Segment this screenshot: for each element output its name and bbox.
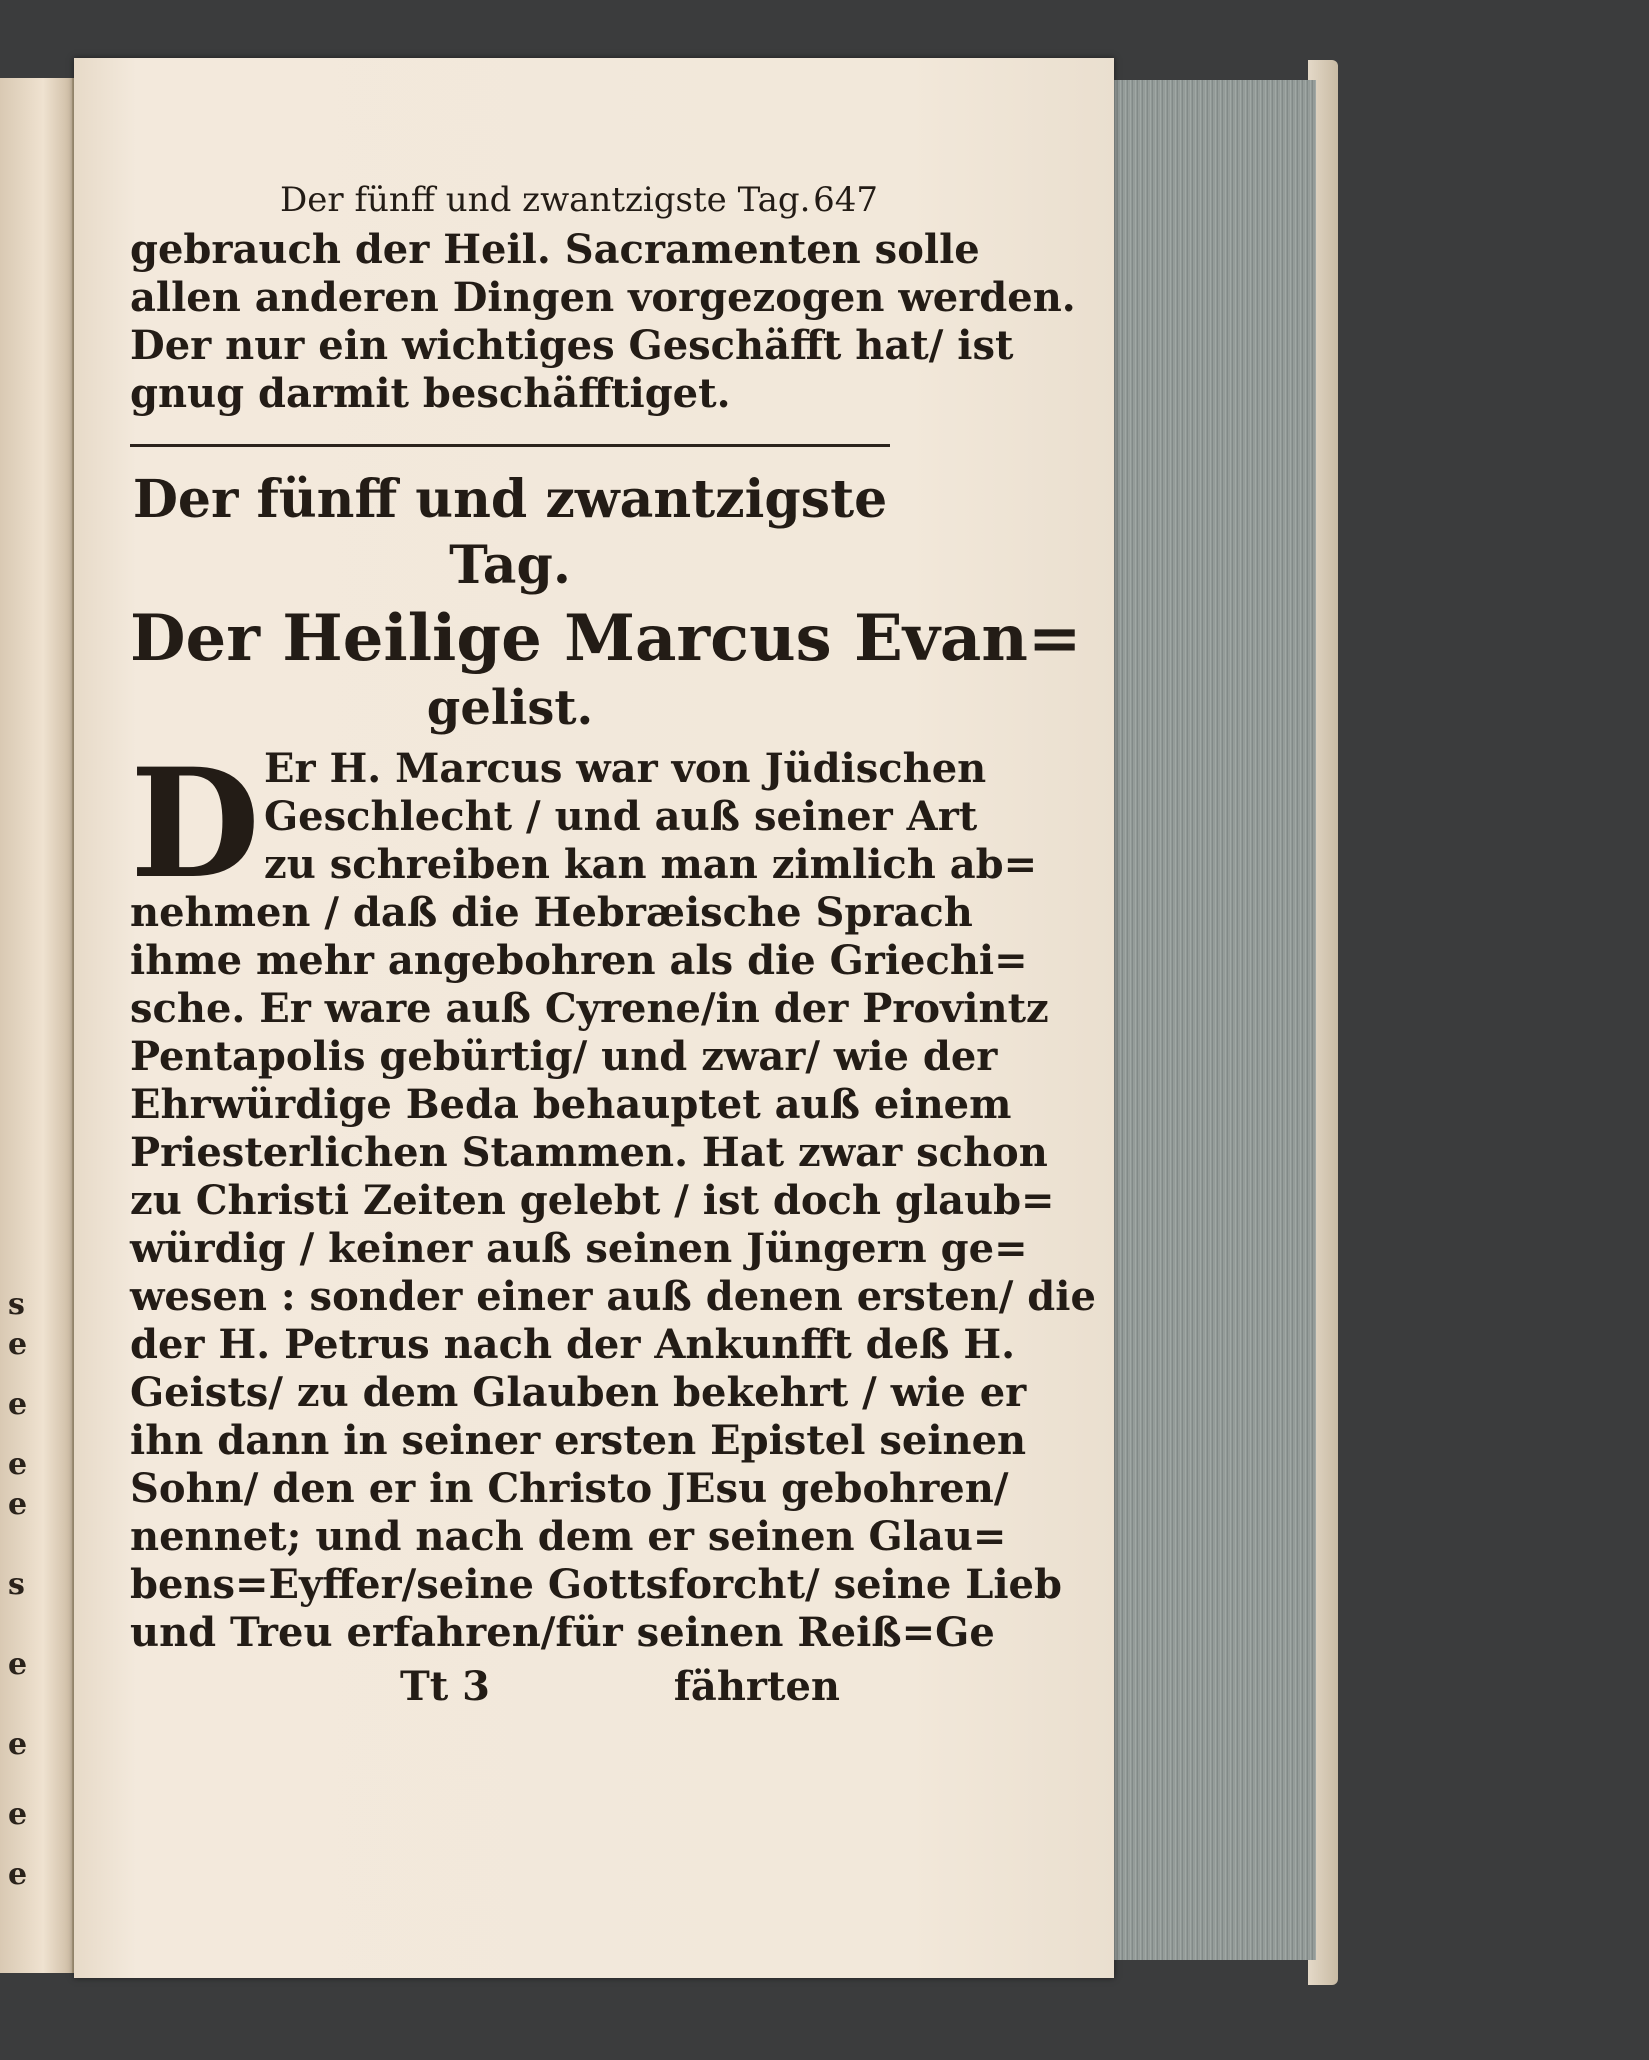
text-line: nehmen / daß die Hebræische Sprach — [130, 889, 973, 936]
page-fore-edge — [1112, 80, 1316, 1960]
text-line: Sohn/ den er in Christo JEsu gebohren/ — [130, 1465, 1009, 1512]
left-page-fragment: e — [8, 1387, 28, 1422]
page-number: 647 — [813, 180, 878, 220]
text-line: zu Christi Zeiten gelebt / ist doch glaub= — [130, 1177, 1055, 1224]
text-line: und Treu erfahren/für seinen Reiß=Ge — [130, 1609, 995, 1656]
text-line: bens=Eyffer/seine Gottsforcht/ seine Lieb — [130, 1561, 1062, 1608]
left-page-fragment: s — [8, 1287, 25, 1322]
text-line: Geschlecht / und auß seiner Art — [264, 793, 978, 840]
text-line: gnug darmit beschäfftiget. — [130, 370, 731, 417]
left-page-fragment: e — [8, 1327, 28, 1362]
running-header — [130, 180, 890, 226]
day-title: Der fünff und zwantzigste Tag. — [132, 469, 888, 596]
left-page-fragment: e — [8, 1487, 28, 1522]
left-page-fragment: e — [8, 1857, 28, 1892]
left-page-fragment: e — [8, 1447, 28, 1482]
text-line: Er H. Marcus war von Jüdischen — [264, 745, 987, 792]
text-line: ihme mehr angebohren als die Griechi= — [130, 937, 1028, 984]
signature-mark: Tt 3 — [400, 1663, 490, 1710]
text-line: Priesterlichen Stammen. Hat zwar schon — [130, 1129, 1048, 1176]
left-page-fragment: s — [8, 1567, 25, 1602]
left-page-edge — [0, 78, 74, 1973]
page-footer — [130, 1663, 890, 1710]
drop-cap: D — [130, 736, 261, 912]
text-line: zu schreiben kan man zimlich ab= — [264, 841, 1038, 888]
saint-title-line1: Der Heilige Marcus Evan= — [130, 601, 1082, 676]
header-title: Der fünff und zwantzigste Tag. — [280, 180, 811, 220]
catchword: fährten — [673, 1663, 840, 1710]
text-line: Pentapolis gebürtig/ und zwar/ wie der — [130, 1033, 998, 1080]
text-line: würdig / keiner auß seinen Jüngern ge= — [130, 1225, 1028, 1272]
page-text — [130, 180, 1096, 1710]
top-paragraph — [130, 226, 1076, 418]
left-page-fragment: e — [8, 1647, 28, 1682]
left-page-fragment: e — [8, 1797, 28, 1832]
text-line: gebrauch der Heil. Sacramenten solle — [130, 226, 980, 273]
left-page-fragment: e — [8, 1727, 28, 1762]
text-line: sche. Er ware auß Cyrene/in der Provintz — [130, 985, 1049, 1032]
text-line: Geists/ zu dem Glauben bekehrt / wie er — [130, 1369, 1027, 1416]
text-line: allen anderen Dingen vorgezogen werden. — [130, 274, 1076, 321]
text-line: Ehrwürdige Beda behauptet auß einem — [130, 1081, 1012, 1128]
horizontal-rule — [130, 444, 890, 447]
text-line: Der nur ein wichtiges Geschäfft hat/ ist — [130, 322, 1014, 369]
text-line: ihn dann in seiner ersten Epistel seinen — [130, 1417, 1027, 1464]
text-line: der H. Petrus nach der Ankunfft deß H. — [130, 1321, 1016, 1368]
text-line: nennet; und nach dem er seinen Glau= — [130, 1513, 1007, 1560]
saint-title-line2: gelist. — [426, 680, 594, 736]
text-line: wesen : sonder einer auß denen ersten/ die — [130, 1273, 1096, 1320]
body-text — [130, 736, 1096, 1657]
